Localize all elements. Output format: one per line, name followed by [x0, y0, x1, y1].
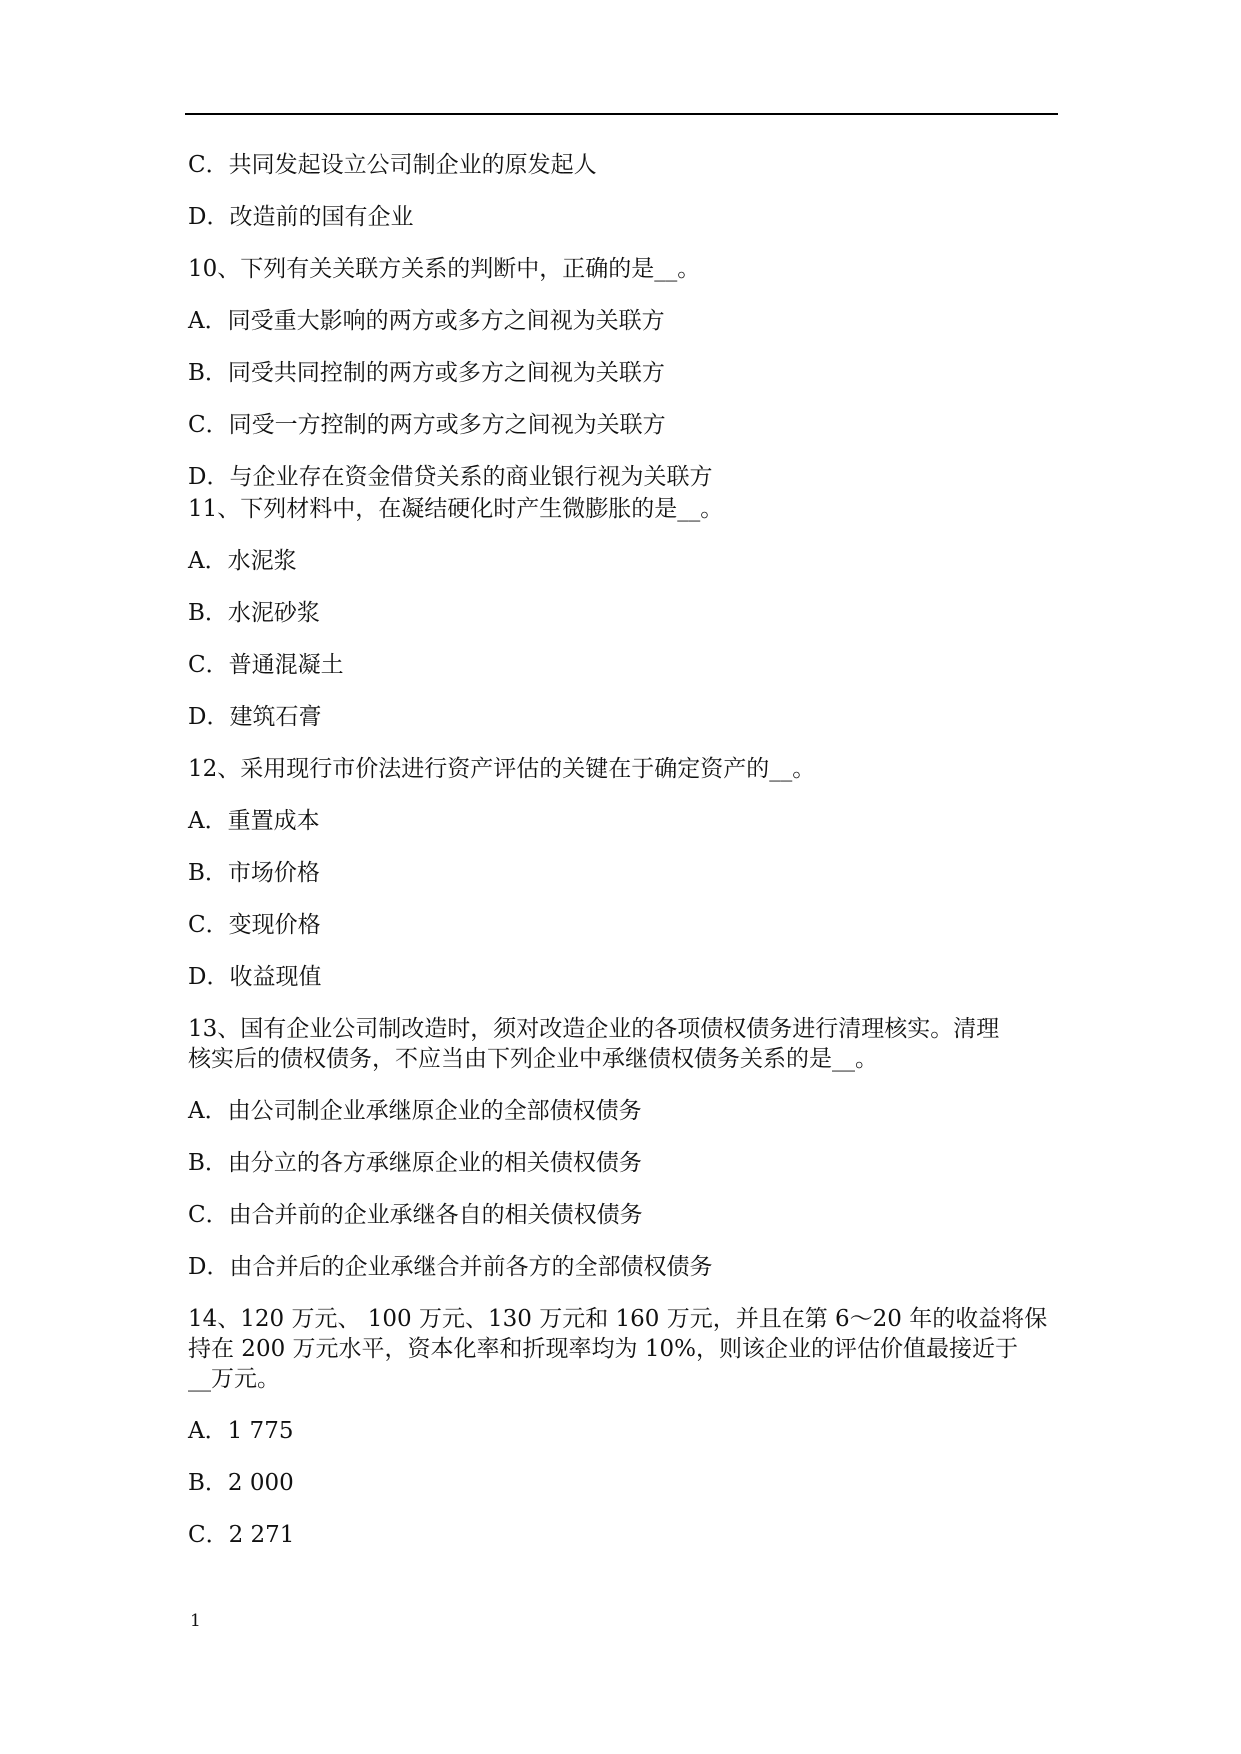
- page-number: 1: [190, 1611, 201, 1631]
- option-d-q13: D．由合并后的企业承继合并前各方的全部债权债务: [188, 1254, 713, 1280]
- option-a-q12: A．重置成本: [188, 808, 320, 834]
- option-d-q9: D．改造前的国有企业: [188, 204, 414, 230]
- option-d-q12: D．收益现值: [188, 964, 322, 990]
- question-14-line-1: 14、120 万元、 100 万元、130 万元和 160 万元，并且在第 6～20 年的收益将保: [188, 1306, 1048, 1332]
- option-c-q12: C．变现价格: [188, 912, 321, 938]
- question-14-line-3: __万元。: [188, 1366, 280, 1392]
- question-14: [188, 1304, 1058, 1394]
- question-13-line-2: 核实后的债权债务，不应当由下列企业中承继债权债务关系的是__。: [188, 1046, 878, 1072]
- option-c-q11: C．普通混凝土: [188, 652, 344, 678]
- question-12: 12、采用现行市价法进行资产评估的关键在于确定资产的__。: [188, 756, 816, 782]
- option-a-q14: A．1 775: [188, 1418, 294, 1444]
- option-d-q11: D．建筑石膏: [188, 704, 322, 730]
- question-13-line-1: 13、国有企业公司制改造时，须对改造企业的各项债权债务进行清理核实。清理: [188, 1016, 1000, 1042]
- header-rule: [185, 113, 1058, 115]
- option-b-q14: B．2 000: [188, 1470, 294, 1496]
- option-a-q11: A．水泥浆: [188, 548, 297, 574]
- option-b-q11: B．水泥砂浆: [188, 600, 320, 626]
- option-c-q13: C．由合并前的企业承继各自的相关债权债务: [188, 1202, 643, 1228]
- question-13: [188, 1014, 1058, 1074]
- question-11: 11、下列材料中，在凝结硬化时产生微膨胀的是__。: [188, 496, 724, 522]
- option-b-q13: B．由分立的各方承继原企业的相关债权债务: [188, 1150, 642, 1176]
- option-b-q12: B．市场价格: [188, 860, 320, 886]
- option-c-q9: C．共同发起设立公司制企业的原发起人: [188, 152, 597, 178]
- option-c-q14: C．2 271: [188, 1522, 295, 1548]
- document-body: [188, 150, 1058, 1572]
- option-a-q13: A．由公司制企业承继原企业的全部债权债务: [188, 1098, 642, 1124]
- question-14-line-2: 持在 200 万元水平，资本化率和折现率均为 10%，则该企业的评估价值最接近于: [188, 1336, 1018, 1362]
- option-a-q10: A．同受重大影响的两方或多方之间视为关联方: [188, 308, 665, 334]
- option-c-q10: C．同受一方控制的两方或多方之间视为关联方: [188, 412, 666, 438]
- question-10: 10、下列有关关联方关系的判断中，正确的是__。: [188, 256, 701, 282]
- option-d-q10: D．与企业存在资金借贷关系的商业银行视为关联方: [188, 464, 713, 490]
- option-b-q10: B．同受共同控制的两方或多方之间视为关联方: [188, 360, 665, 386]
